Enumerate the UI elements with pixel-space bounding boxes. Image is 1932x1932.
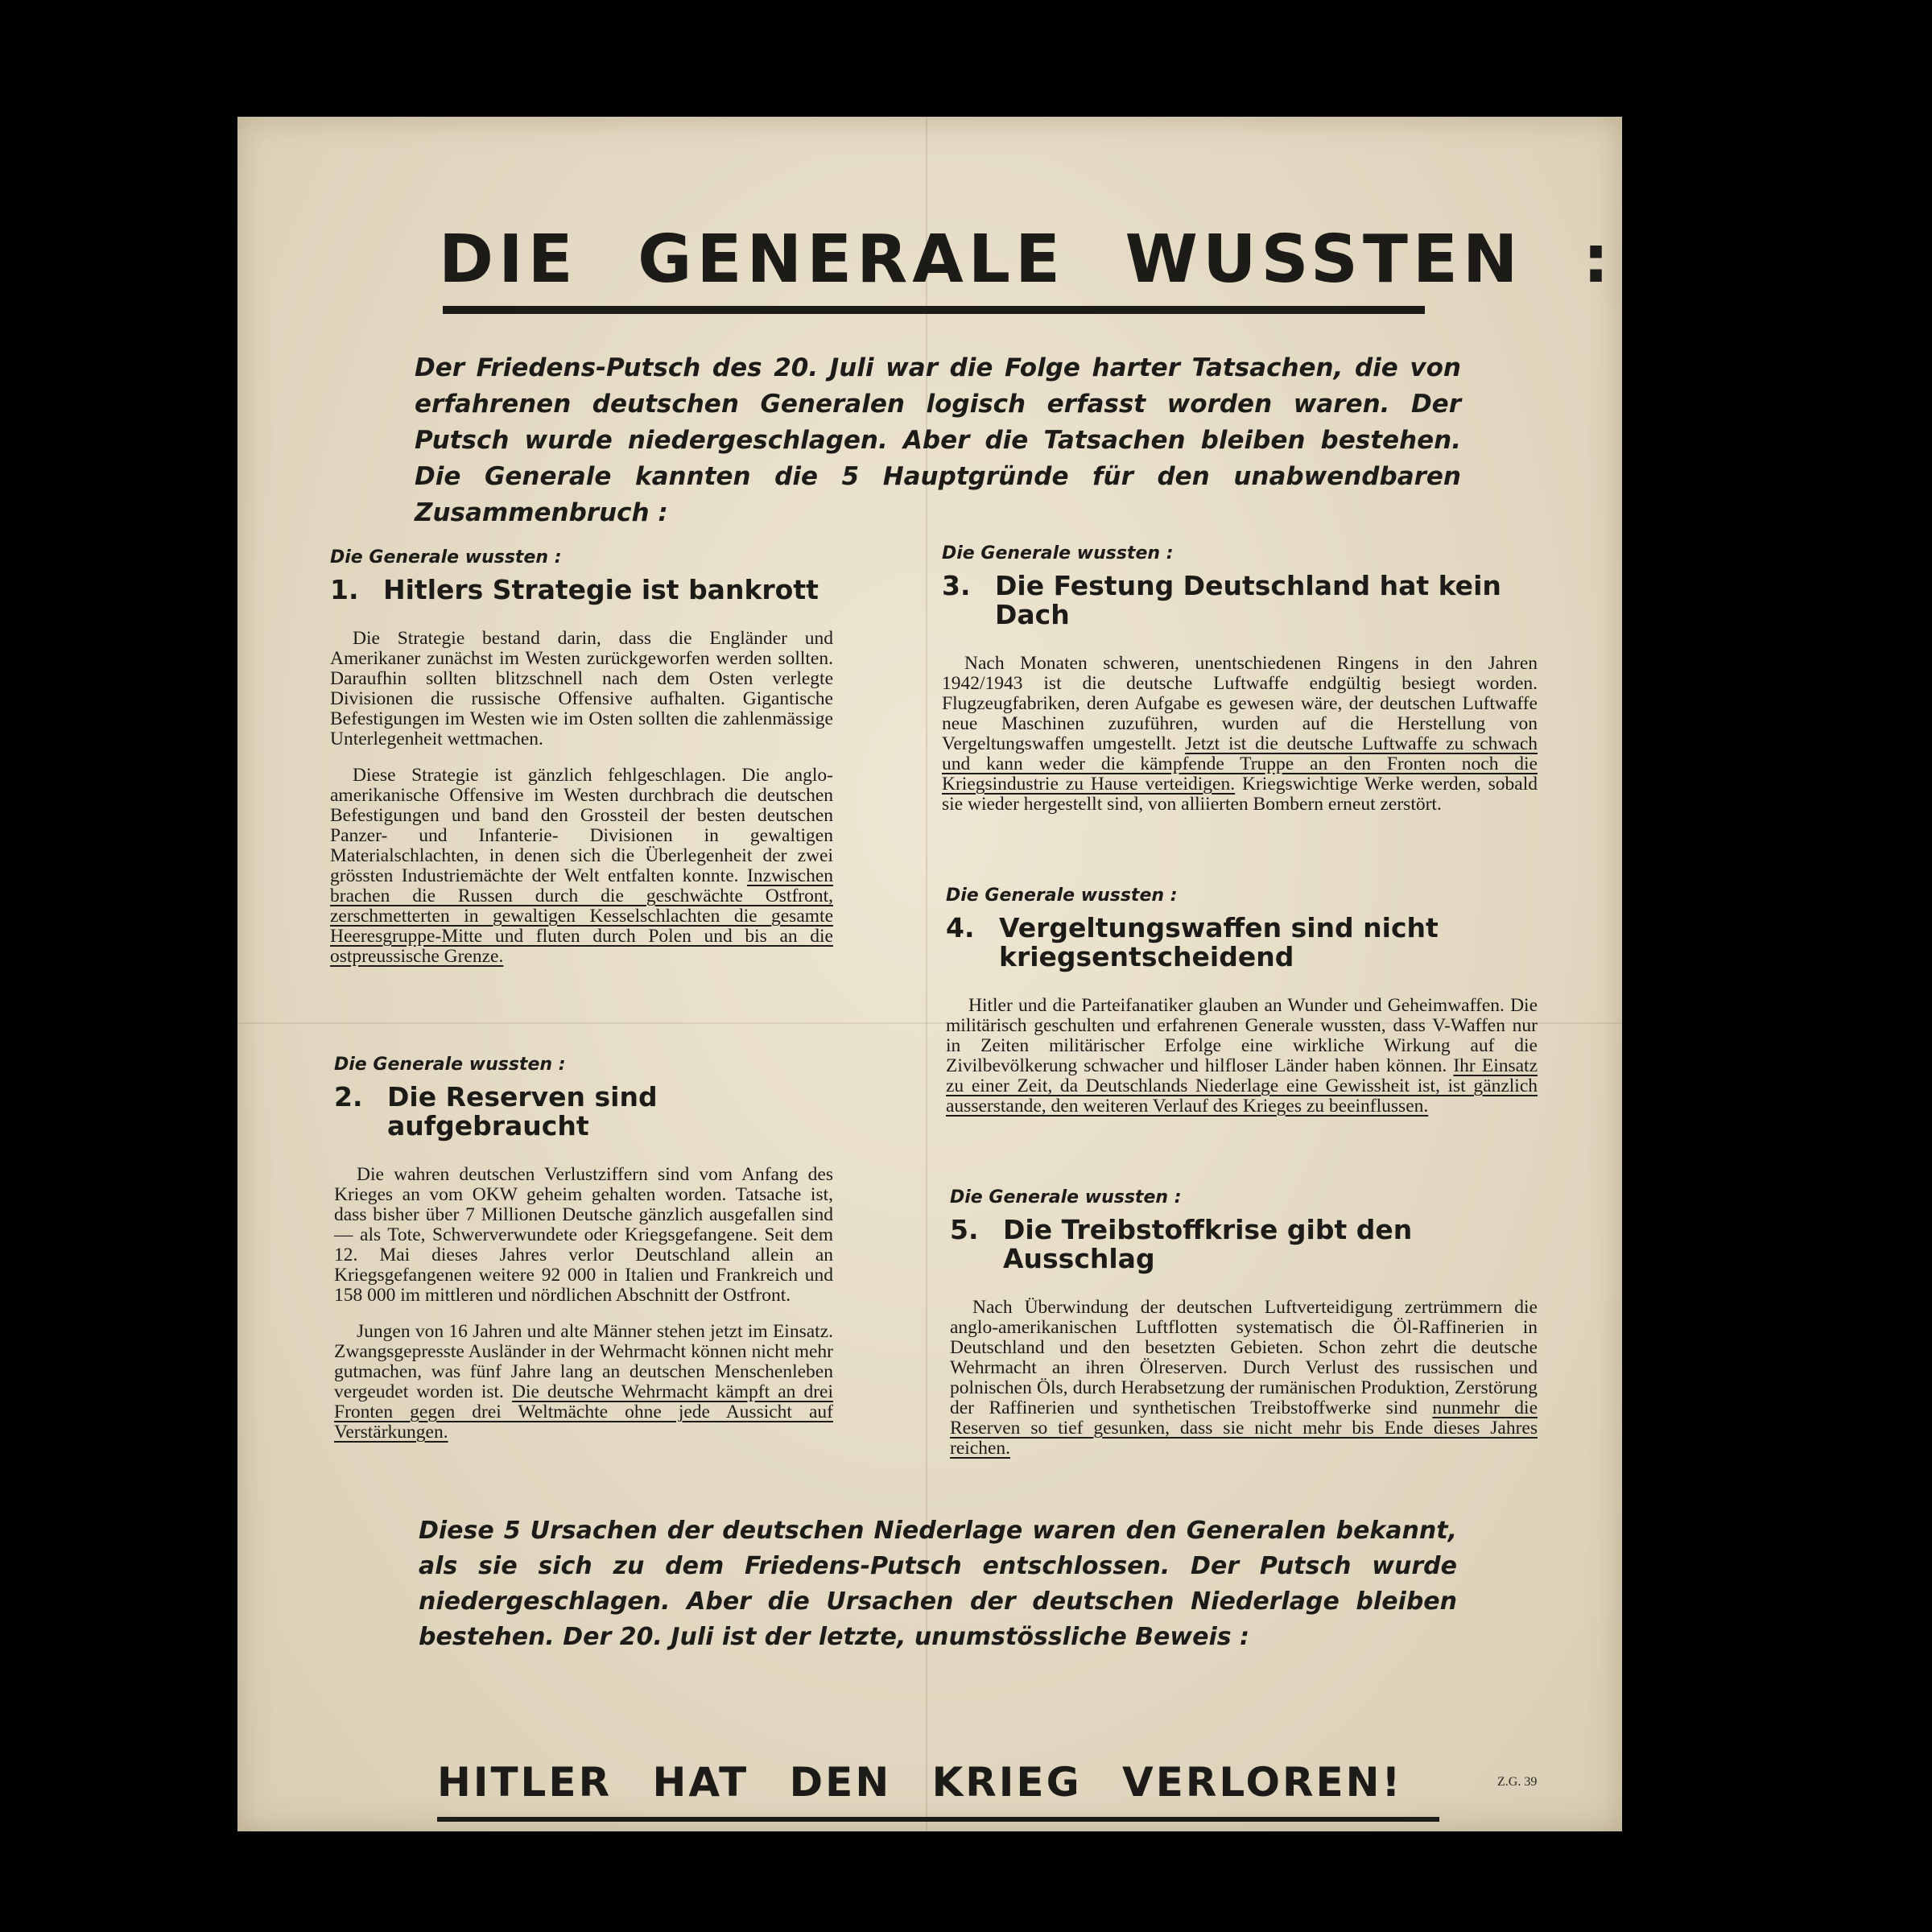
section-number: 3. (942, 570, 971, 601)
print-code: Z.G. 39 (1497, 1775, 1538, 1789)
section-number: 4. (946, 912, 975, 943)
section-heading (942, 572, 1538, 630)
section-2 (334, 1055, 833, 1459)
section-1 (330, 547, 833, 983)
paragraph-text: Jungen von 16 Jahren und alte Männer stehen jetzt im Einsatz. Zwangsgepresste Ausländer in der Wehrmacht können nicht mehr gutmachen, was fünf Jahre lang an deutschen Menschenleben vergeudet worden ist. (334, 1321, 833, 1402)
section-3 (942, 543, 1538, 831)
leaflet-title: DIE GENERALE WUSSTEN : (439, 221, 1614, 298)
paragraph-text: Nach Monaten schweren, unentschiedenen Ringens in den Jahren 1942/1943 ist die deutsche Luftwaffe endgültig besiegt worden. Flugzeugfabriken, deren Aufgabe es gewesen wäre, der deutschen Luftwaffe neue Maschinen zuzuführen, wurden auf die Herstellung von Vergeltungswaffen umgestellt. (942, 653, 1538, 754)
section-number: 2. (334, 1081, 363, 1113)
section-heading (334, 1083, 833, 1141)
section-kicker: Die Generale wussten : (334, 1055, 566, 1075)
section-number: 5. (950, 1214, 979, 1245)
title-underline (443, 306, 1425, 314)
underlined-text: nunmehr die Reserven so tief gesunken, dass sie nicht mehr bis Ende dieses Jahres reichen. (950, 1397, 1538, 1459)
underlined-text: Die deutsche Wehrmacht kämpft an drei Fronten gegen drei Weltmächte ohne jede Aussicht auf Verstärkungen. (334, 1381, 833, 1443)
section-title: Hitlers Strategie ist bankrott (383, 574, 819, 605)
paragraph-text: Die Strategie bestand darin, dass die Engländer und Amerikaner zunächst im Westen zurückgeworfen werden sollten. Daraufhin sollten blitzschnell nach dem Osten verlegte Divisionen die russische Offensive aufhalten. Gigantische Befestigungen im Westen wie im Osten sollten die zahlenmässige Unterlegenheit wettmachen. (330, 628, 833, 749)
section-paragraph (330, 766, 833, 967)
section-paragraph (334, 1165, 833, 1306)
paragraph-text-after: Kriegswichtige Werke werden, sobald sie wieder hergestellt sind, von alliierten Bombern erneut zerstört. (942, 774, 1538, 815)
underlined-text: Inzwischen brachen die Russen durch die geschwächte Ostfront, zerschmetterten in gewaltigen Kesselschlachten die gesamte Heeresgruppe-Mitte und fluten durch Polen und bis an die ostpreussische Grenze. (330, 865, 834, 967)
section-paragraph (334, 1322, 833, 1443)
section-title: Vergeltungswaffen sind nicht kriegsentscheidend (999, 912, 1439, 972)
leaflet-paper (237, 117, 1622, 1831)
section-number: 1. (330, 574, 359, 605)
paragraph-text: Hitler und die Parteifanatiker glauben an Wunder und Geheimwaffen. Die militärisch geschulten und erfahrenen Generale wussten, dass V-Waffen nur in Zeiten militärischer Erfolge eine wirkliche Wirkung auf die Zivilbevölkerung schwacher und hilfloser Länder haben können. (946, 995, 1538, 1076)
section-kicker: Die Generale wussten : (330, 547, 562, 568)
paragraph-text: Diese Strategie ist gänzlich fehlgeschlagen. Die anglo-amerikanische Offensive im Westen durchbrach die deutschen Befestigungen und band den Grossteil der besten deutschen Panzer- und Infanterie- Divisionen in gewaltigen Materialschlachten, in denen sich die Überlegenheit der zwei grössten Industriemächte der Welt entfalten konnte. (330, 765, 833, 886)
paragraph-text: Die wahren deutschen Verlustziffern sind vom Anfang des Krieges an vom OKW geheim gehalten worden. Tatsache ist, dass bisher über 7 Millionen Deutsche gänzlich ausgefallen sind — als Tote, Schwerverwundete oder Kriegsgefangene. Seit dem 12. Mai dieses Jahres verlor Deutschland allein an Kriegsgefangenen weitere 92 000 in Italien und Frankreich und 158 000 im mittleren und nördlichen Abschnitt der Ostfront. (334, 1164, 833, 1306)
section-paragraph (950, 1298, 1538, 1459)
paragraph-text: Nach Überwindung der deutschen Luftverteidigung zertrümmern die anglo-amerikanischen Luftflotten systematisch die Öl-Raffinerien in Deutschland und den besetzten Gebieten. Schon zehrt die deutsche Wehrmacht an ihren Ölreserven. Durch Verlust des russischen und polnischen Öls, durch Herabsetzung der rumänischen Produktion, Zerstörung der Raffinerien und synthetischen Treibstoffwerke sind (950, 1297, 1538, 1418)
section-kicker: Die Generale wussten : (942, 543, 1174, 564)
underlined-text: Jetzt ist die deutsche Luftwaffe zu schwach und kann weder die kämpfende Truppe an den Fronten noch die Kriegsindustrie zu Hause verteidigen. (942, 733, 1538, 795)
section-heading (330, 576, 833, 605)
underlined-text: Ihr Einsatz zu einer Zeit, da Deutschlands Niederlage eine Gewissheit ist, ist gänzlich ausserstande, den weiteren Verlauf des Krieges zu beeinflussen. (946, 1055, 1538, 1117)
section-kicker: Die Generale wussten : (946, 886, 1178, 906)
section-heading (950, 1216, 1538, 1274)
section-kicker: Die Generale wussten : (950, 1187, 1182, 1208)
closing-paragraph: Diese 5 Ursachen der deutschen Niederlage waren den Generalen bekannt, als sie sich zu dem Friedens-Putsch entschlossen. Der Putsch wurde niedergeschlagen. Aber die Ursachen der deutschen Niederlage bleiben bestehen. Der 20. Juli ist der letzte, unumstössliche Beweis : (419, 1517, 1457, 1651)
section-paragraph (330, 629, 833, 749)
section-title: Die Reserven sind aufgebraucht (387, 1081, 658, 1141)
section-title: Die Treibstoffkrise gibt den Ausschlag (1003, 1214, 1413, 1274)
intro-paragraph: Der Friedens-Putsch des 20. Juli war die Folge harter Tatsachen, die von erfahrenen deutschen Generalen logisch erfasst worden waren. Der Putsch wurde niedergeschlagen. Aber die Tatsachen bleiben bestehen. Die Generale kannten die 5 Hauptgründe für den unabwendbaren Zusammenbruch : (415, 353, 1461, 527)
final-underline (437, 1817, 1439, 1822)
section-heading (946, 914, 1538, 972)
section-4 (946, 886, 1538, 1133)
section-title: Die Festung Deutschland hat kein Dach (995, 570, 1501, 630)
section-5 (950, 1187, 1538, 1475)
section-paragraph (946, 996, 1538, 1117)
final-headline: HITLER HAT DEN KRIEG VERLOREN! (437, 1759, 1403, 1806)
section-paragraph (942, 654, 1538, 815)
